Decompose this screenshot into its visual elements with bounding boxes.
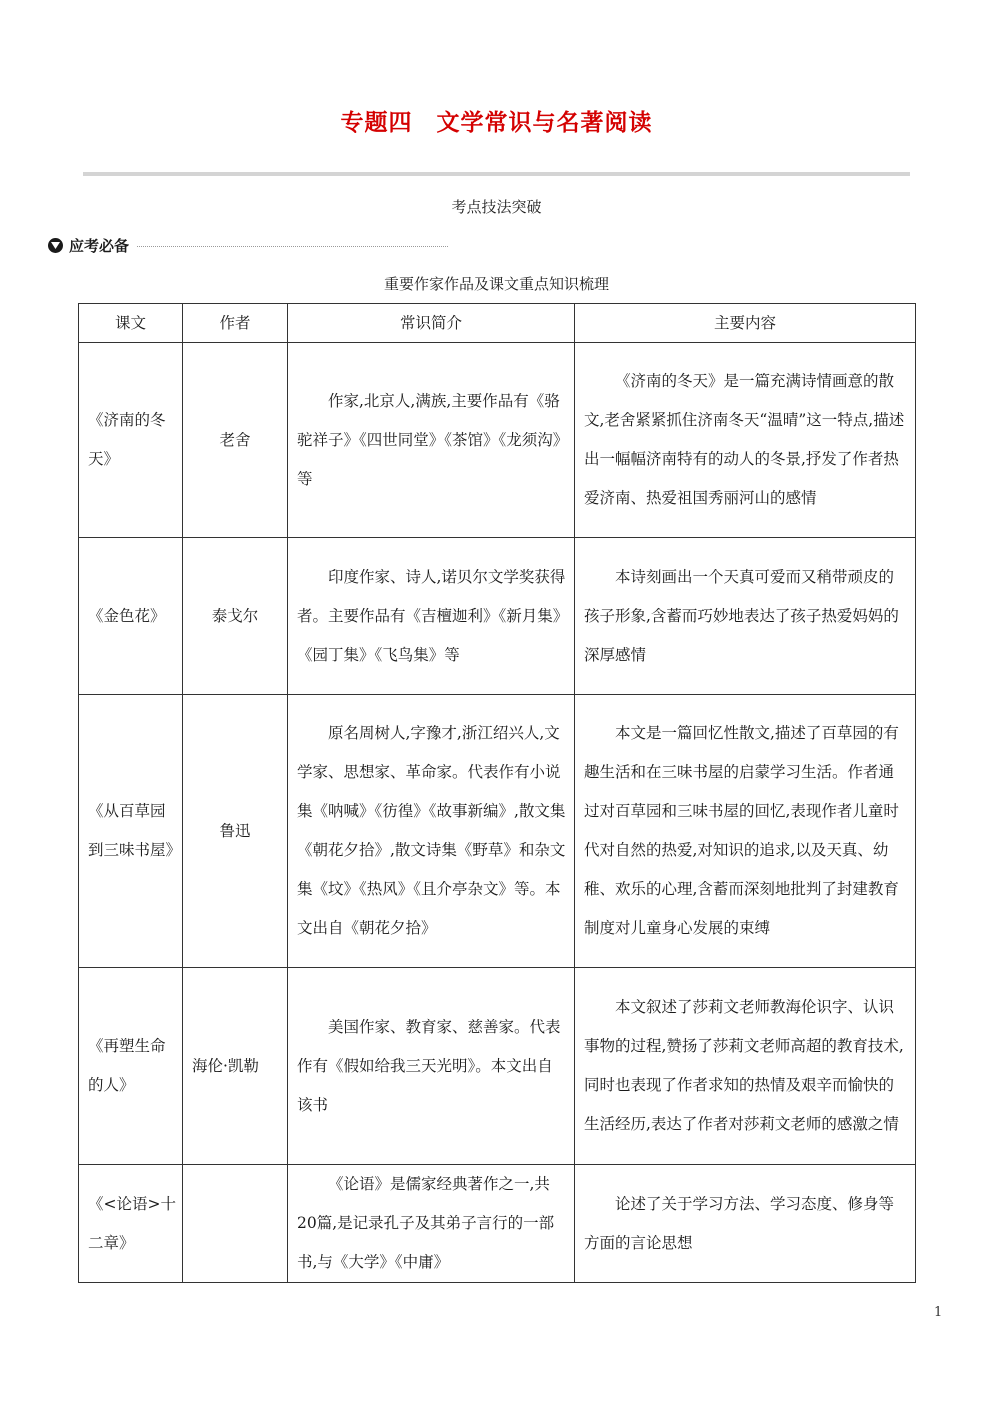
column-header-content: 主要内容 (575, 304, 916, 343)
table-caption: 重要作家作品及课文重点知识梳理 (383, 275, 609, 293)
table-row (79, 695, 916, 968)
page-title: 专题四 文学常识与名著阅读 (340, 109, 653, 136)
cell-text: 《金色花》 (79, 538, 183, 695)
down-triangle-icon (48, 238, 63, 253)
cell-content: 本诗刻画出一个天真可爱而又稍带顽皮的孩子形象,含蓄而巧妙地表达了孩子热爱妈妈的深厚感情 (575, 538, 916, 695)
cell-author: 鲁迅 (183, 695, 288, 968)
cell-content: 本文是一篇回忆性散文,描述了百草园的有趣生活和在三味书屋的启蒙学习生活。作者通过对百草园和三味书屋的回忆,表现作者儿童时代对自然的热爱,对知识的追求,以及天真、幼稚、欢乐的心理,含蓄而深刻地批判了封建教育制度对儿童身心发展的束缚 (575, 695, 916, 968)
cell-intro: 原名周树人,字豫才,浙江绍兴人,文学家、思想家、革命家。代表作有小说集《呐喊》《彷徨》《故事新编》,散文集《朝花夕拾》,散文诗集《野草》和杂文集《坟》《热风》《且介亭杂文》等。本文出自《朝花夕拾》 (288, 695, 575, 968)
cell-author: 老舍 (183, 343, 288, 538)
column-header-intro: 常识简介 (288, 304, 575, 343)
cell-intro: 《论语》是儒家经典著作之一,共20篇,是记录孔子及其弟子言行的一部书,与《大学》《中庸》 (288, 1165, 575, 1283)
dotted-leader (137, 246, 448, 247)
column-header-text: 课文 (79, 304, 183, 343)
column-header-author: 作者 (183, 304, 288, 343)
cell-text: 《济南的冬天》 (79, 343, 183, 538)
cell-intro: 印度作家、诗人,诺贝尔文学奖获得者。主要作品有《吉檀迦利》《新月集》《园丁集》《飞鸟集》等 (288, 538, 575, 695)
table-row (79, 343, 916, 538)
table-row (79, 968, 916, 1165)
section-header (48, 234, 448, 256)
table-header-row (79, 304, 916, 343)
cell-text: 《从百草园到三味书屋》 (79, 695, 183, 968)
cell-content: 本文叙述了莎莉文老师教海伦识字、认识事物的过程,赞扬了莎莉文老师高超的教育技术,同时也表现了作者求知的热情及艰辛而愉快的生活经历,表达了作者对莎莉文老师的感激之情 (575, 968, 916, 1165)
section-subtitle: 考点技法突破 (451, 198, 542, 216)
cell-intro: 作家,北京人,满族,主要作品有《骆驼祥子》《四世同堂》《茶馆》《龙须沟》等 (288, 343, 575, 538)
section-label: 应考必备 (69, 236, 130, 255)
knowledge-table (78, 303, 916, 1283)
cell-text: 《再塑生命的人》 (79, 968, 183, 1165)
cell-author (183, 1165, 288, 1283)
cell-author: 海伦·凯勒 (183, 968, 288, 1165)
cell-content: 论述了关于学习方法、学习态度、修身等方面的言论思想 (575, 1165, 916, 1283)
cell-intro: 美国作家、教育家、慈善家。代表作有《假如给我三天光明》。本文出自该书 (288, 968, 575, 1165)
table-row (79, 538, 916, 695)
cell-text: 《<论语>十二章》 (79, 1165, 183, 1283)
title-divider (83, 172, 910, 176)
table-row (79, 1165, 916, 1283)
cell-content: 《济南的冬天》是一篇充满诗情画意的散文,老舍紧紧抓住济南冬天“温晴”这一特点,描述出一幅幅济南特有的动人的冬景,抒发了作者热爱济南、热爱祖国秀丽河山的感情 (575, 343, 916, 538)
cell-author: 泰戈尔 (183, 538, 288, 695)
page-number: 1 (934, 1305, 943, 1320)
